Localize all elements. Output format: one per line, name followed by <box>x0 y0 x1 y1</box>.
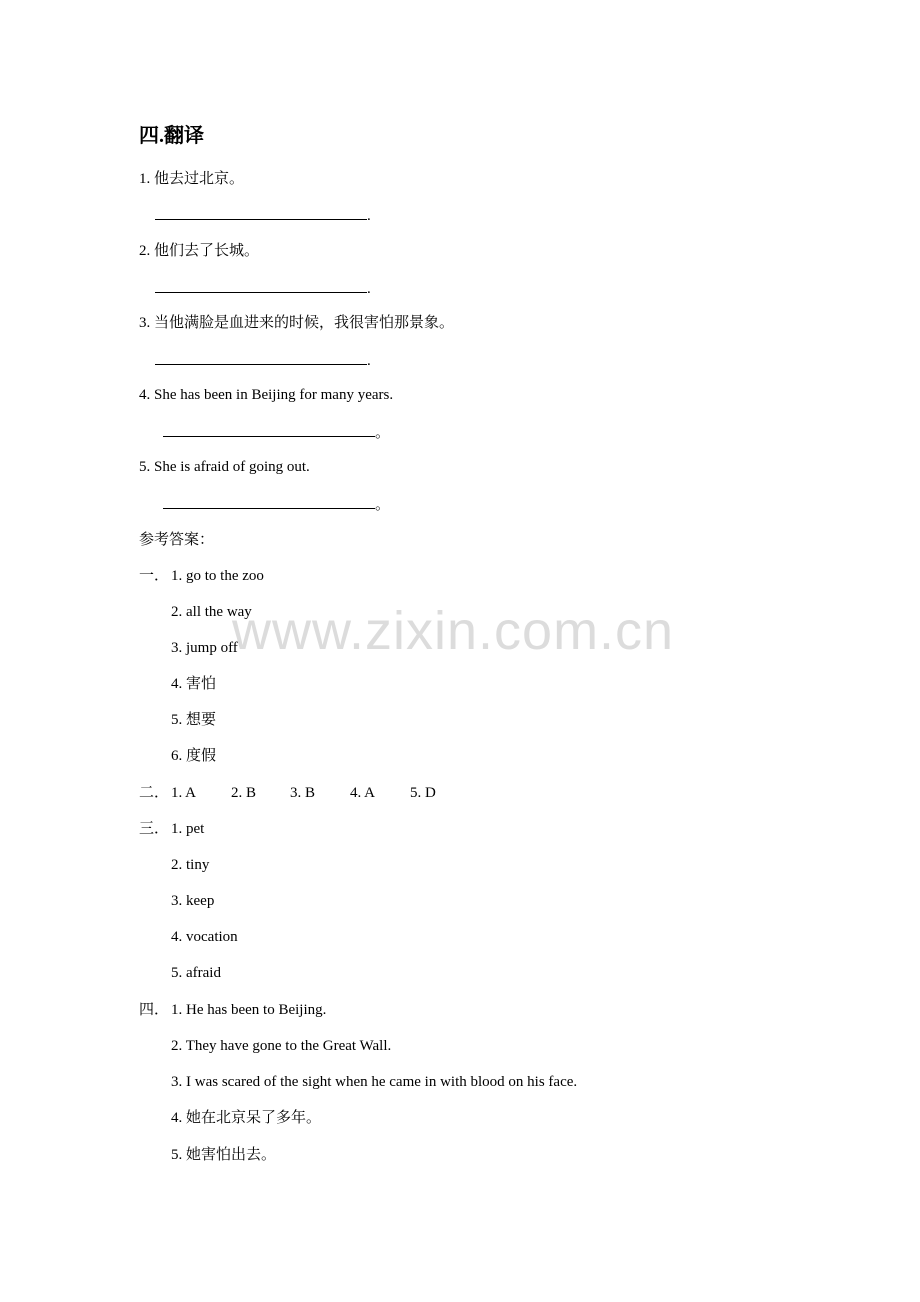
part1-item: 2. all the way <box>171 604 252 620</box>
part1-item: 5. 想要 <box>171 712 217 728</box>
question-2: 2. 他们去了长城。 <box>139 243 260 259</box>
part1-item: 3. jump off <box>171 640 238 656</box>
blank-line <box>155 278 367 293</box>
part3-item: 4. vocation <box>171 929 238 945</box>
answer-blank-5 <box>163 494 390 515</box>
section-title: 四.翻译 <box>139 125 204 147</box>
part4-item: 5. 她害怕出去。 <box>171 1147 277 1163</box>
blank-end-mark: 。 <box>375 497 391 513</box>
part2-item: 5. D <box>410 785 436 801</box>
blank-end-mark: . <box>367 281 371 297</box>
question-5: 5. She is afraid of going out. <box>139 459 310 475</box>
answer-blank-4 <box>163 422 390 443</box>
part4-item: 4. 她在北京呆了多年。 <box>171 1110 322 1126</box>
part3-item: 1. pet <box>171 821 205 837</box>
blank-end-mark: . <box>367 208 371 224</box>
blank-end-mark: . <box>367 353 371 369</box>
part2-item: 1. A <box>171 785 197 801</box>
part1-item: 4. 害怕 <box>171 676 217 692</box>
part2-label: 二． <box>139 785 170 801</box>
part4-item: 3. I was scared of the sight when he came in with blood on his face. <box>171 1074 578 1090</box>
answer-blank-2 <box>155 278 371 299</box>
part3-label: 三． <box>139 821 170 837</box>
part3-item: 2. tiny <box>171 857 210 873</box>
part2-item: 2. B <box>231 785 257 801</box>
part1-label: 一． <box>139 568 170 584</box>
blank-line <box>155 350 367 365</box>
part2-item: 3. B <box>290 785 316 801</box>
answers-label: 参考答案： <box>139 532 215 548</box>
part4-item: 1. He has been to Beijing. <box>171 1002 327 1018</box>
question-4: 4. She has been in Beijing for many years. <box>139 387 394 403</box>
part1-item: 6. 度假 <box>171 748 217 764</box>
answer-blank-1 <box>155 205 371 226</box>
part1-item: 1. go to the zoo <box>171 568 264 584</box>
blank-line <box>155 205 367 220</box>
blank-line <box>163 422 375 437</box>
part4-label: 四． <box>139 1002 170 1018</box>
watermark: www.zixin.com.cn <box>232 601 675 661</box>
question-3: 3. 当他满脸是血进来的时候，我很害怕那景象。 <box>139 315 455 331</box>
blank-line <box>163 494 375 509</box>
part3-item: 5. afraid <box>171 965 221 981</box>
part3-item: 3. keep <box>171 893 215 909</box>
part2-item: 4. A <box>350 785 376 801</box>
blank-end-mark: 。 <box>375 425 391 441</box>
answer-blank-3 <box>155 350 371 371</box>
question-1: 1. 他去过北京。 <box>139 171 245 187</box>
part4-item: 2. They have gone to the Great Wall. <box>171 1038 392 1054</box>
